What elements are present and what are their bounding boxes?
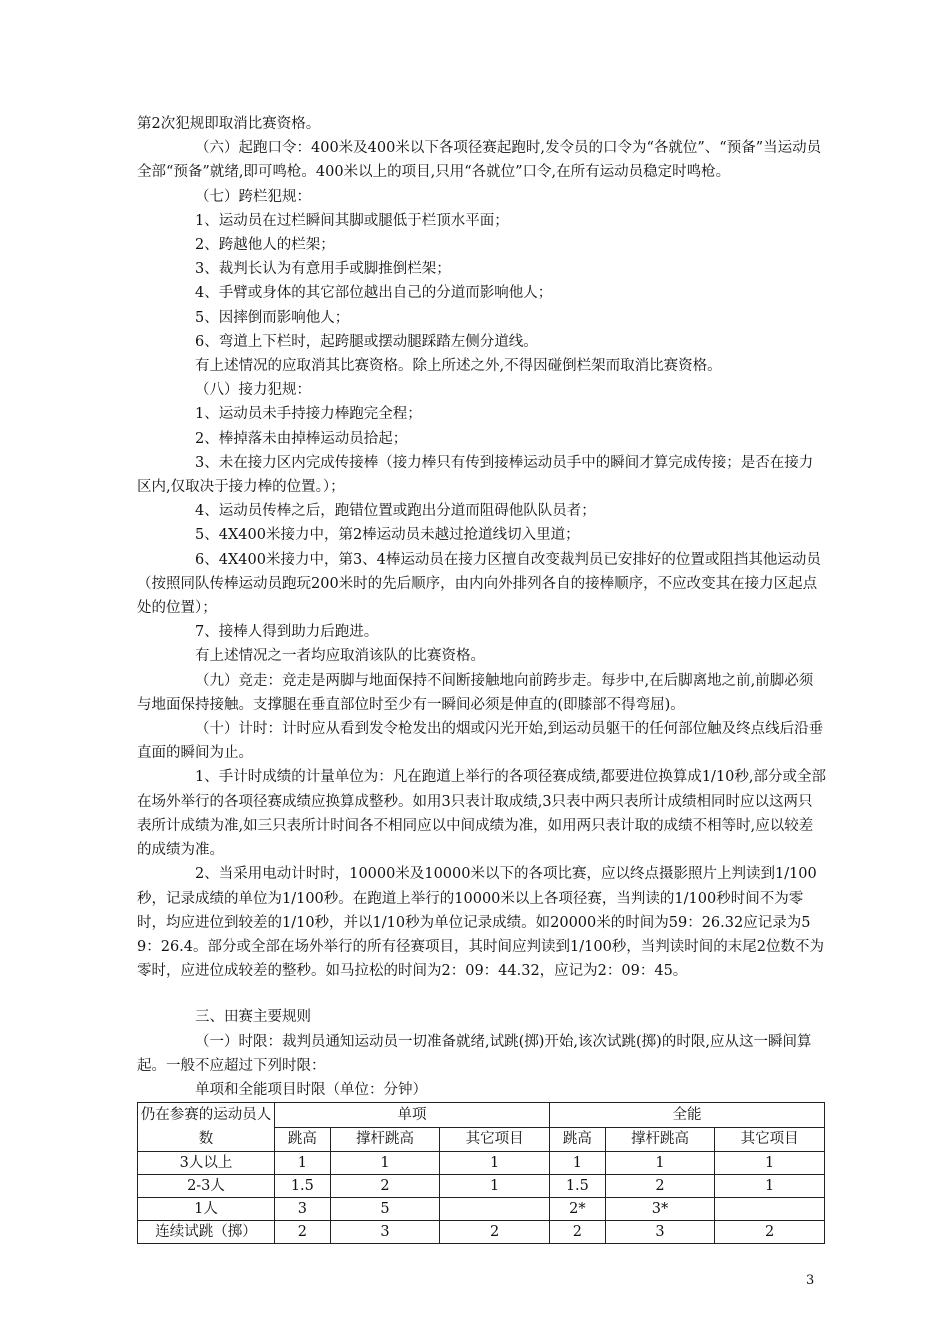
document-body — [137, 112, 827, 1244]
value-cell: 2 — [715, 1221, 825, 1244]
value-cell: 2 — [275, 1221, 331, 1244]
table-row — [138, 1198, 825, 1221]
value-cell — [440, 1198, 550, 1221]
value-cell: 1 — [440, 1152, 550, 1175]
page-number: 3 — [806, 1273, 815, 1288]
paragraph: 4、运动员传棒之后，跑错位置或跑出分道而阻碍他队队员者； — [195, 503, 596, 520]
value-cell: 1 — [549, 1152, 605, 1175]
value-cell: 1 — [605, 1152, 715, 1175]
value-cell — [715, 1198, 825, 1221]
paragraph: 5、因摔倒而影响他人； — [195, 309, 350, 326]
paragraph: 3、未在接力区内完成传接棒（接力棒只有传到接棒运动员手中的瞬间才算完成传接；是否在接力区内,仅取决于接力棒的位置。）； — [137, 454, 814, 496]
spacer — [137, 983, 827, 1005]
paragraph: （七）跨栏犯规： — [195, 188, 311, 205]
subheader-cell: 跳高 — [549, 1127, 605, 1152]
value-cell: 1.5 — [549, 1175, 605, 1198]
table-row — [138, 1152, 825, 1175]
paragraph: 1、运动员未手持接力棒跑完全程； — [195, 406, 422, 423]
header-combined: 全能 — [549, 1103, 824, 1128]
table-header-row — [138, 1103, 825, 1128]
paragraph: 2、当采用电动计时时，10000米及10000米以下的各项比赛，应以终点摄影照片上判读到1/100秒，记录成绩的单位为1/100秒。在跑道上举行的10000米以上各项径赛，当判读的1/100秒时间不为零时，均应进位到较差的1/10秒，并以1/10秒为单位记录成绩。如20000米的时间为59：26.32应记录为59：26.4。部分或全部在场外举行的所有径赛项目，其时间应判读到1/100秒，当判读时间的末尾2位数不为零时，应进位成较差的整秒。如马拉松的时间为2：09：44.32，应记为2：09：45。 — [137, 866, 825, 980]
subheader-cell: 撑杆跳高 — [330, 1127, 440, 1152]
value-cell: 3 — [330, 1221, 440, 1244]
subheader-cell: 跳高 — [275, 1127, 331, 1152]
value-cell: 2 — [330, 1175, 440, 1198]
row-label-cell: 1人 — [138, 1198, 275, 1221]
paragraph: （六）起跑口令：400米及400米以下各项径赛起跑时,发令员的口令为“各就位”、“预备”当运动员全部“预备”就绪,即可鸣枪。400米以上的项目,只用“各就位”口令,在所有运动员稳定时鸣枪。 — [137, 140, 822, 181]
subheader-cell: 撑杆跳高 — [605, 1127, 715, 1152]
paragraph: （八）接力犯规： — [195, 382, 311, 399]
subheader-cell: 其它项目 — [440, 1127, 550, 1152]
value-cell: 2 — [605, 1175, 715, 1198]
paragraph: 三、田赛主要规则 — [195, 1009, 311, 1026]
value-cell: 1 — [715, 1175, 825, 1198]
paragraph: 1、手计时成绩的计量单位为：凡在跑道上举行的各项径赛成绩,都要进位换算成1/10秒,部分或全部在场外举行的各项径赛成绩应换算成整秒。如用3只表计取成绩,3只表中两只表所计成绩相同时应以这两只表所计成绩为准,如三只表所计时间各不相同应以中间成绩为准，如用两只表计取的成绩不相等时,应以较差的成绩为准。 — [137, 769, 827, 859]
subheader-cell: 其它项目 — [715, 1127, 825, 1152]
paragraph: 2、跨越他人的栏架； — [195, 237, 335, 254]
value-cell: 1 — [330, 1152, 440, 1175]
corner-label: 仍在参赛的运动员人数 — [140, 1107, 272, 1148]
paragraph: 2、棒掉落未由掉棒运动员拾起； — [195, 430, 408, 447]
row-label-cell: 2-3人 — [138, 1175, 275, 1198]
paragraph: 6、弯道上下栏时，起跨腿或摆动腿踩踏左侧分道线。 — [195, 333, 538, 350]
table-row — [138, 1221, 825, 1244]
value-cell: 1 — [275, 1152, 331, 1175]
value-cell: 2* — [549, 1198, 605, 1221]
table-row — [138, 1175, 825, 1198]
paragraph: （一）时限：裁判员通知运动员一切准备就绪,试跳(掷)开始,该次试跳(掷)的时限,应从这一瞬间算起。一般不应超过下列时限： — [137, 1033, 812, 1074]
paragraph: 第2次犯规即取消比赛资格。 — [137, 116, 321, 132]
value-cell: 5 — [330, 1198, 440, 1221]
paragraph: 有上述情况的应取消其比赛资格。除上所述之外,不得因碰倒栏架而取消比赛资格。 — [195, 358, 722, 375]
paragraph: 有上述情况之一者均应取消该队的比赛资格。 — [195, 648, 485, 665]
paragraph: 6、4X400米接力中，第3、4棒运动员在接力区擅自改变裁判员已安排好的位置或阻挡其他运动员（按照同队传棒运动员跑玩200米时的先后顺序，由内向外排列各自的接棒顺序，不应改变其在接力区起点处的位置）； — [137, 551, 821, 617]
value-cell: 2 — [440, 1221, 550, 1244]
paragraphs — [137, 112, 827, 1078]
table-caption: 单项和全能项目时限（单位：分钟） — [195, 1081, 427, 1098]
paragraph: （九）竞走：竞走是两脚与地面保持不间断接触地向前跨步走。每步中,在后脚离地之前,前脚必须与地面保持接触。支撑腿在垂直部位时至少有一瞬间必须是伸直的(即膝部不得弯屈)。 — [137, 672, 814, 713]
paragraph: 1、运动员在过栏瞬间其脚或腿低于栏顶水平面； — [195, 212, 509, 229]
row-label-cell: 3人以上 — [138, 1152, 275, 1175]
value-cell: 1 — [440, 1175, 550, 1198]
value-cell: 3 — [275, 1198, 331, 1221]
paragraph: （十）计时：计时应从看到发令枪发出的烟或闪光开始,到运动员躯干的任何部位触及终点线后沿垂直面的瞬间为止。 — [137, 721, 824, 762]
table-corner-cell — [138, 1103, 275, 1152]
paragraph: 5、4X400米接力中，第2棒运动员未越过抢道线切入里道； — [195, 527, 580, 544]
value-cell: 2 — [549, 1221, 605, 1244]
row-label-cell: 连续试跳（掷） — [138, 1221, 275, 1244]
value-cell: 1.5 — [275, 1175, 331, 1198]
paragraph: 4、手臂或身体的其它部位越出自己的分道而影响他人； — [195, 285, 553, 302]
header-single: 单项 — [275, 1103, 550, 1128]
paragraph: 7、接棒人得到助力后跑进。 — [195, 624, 379, 641]
value-cell: 1 — [715, 1152, 825, 1175]
time-limit-table — [137, 1102, 825, 1244]
value-cell: 3* — [605, 1198, 715, 1221]
paragraph: 3、裁判长认为有意用手或脚推倒栏架； — [195, 261, 451, 278]
value-cell: 3 — [605, 1221, 715, 1244]
